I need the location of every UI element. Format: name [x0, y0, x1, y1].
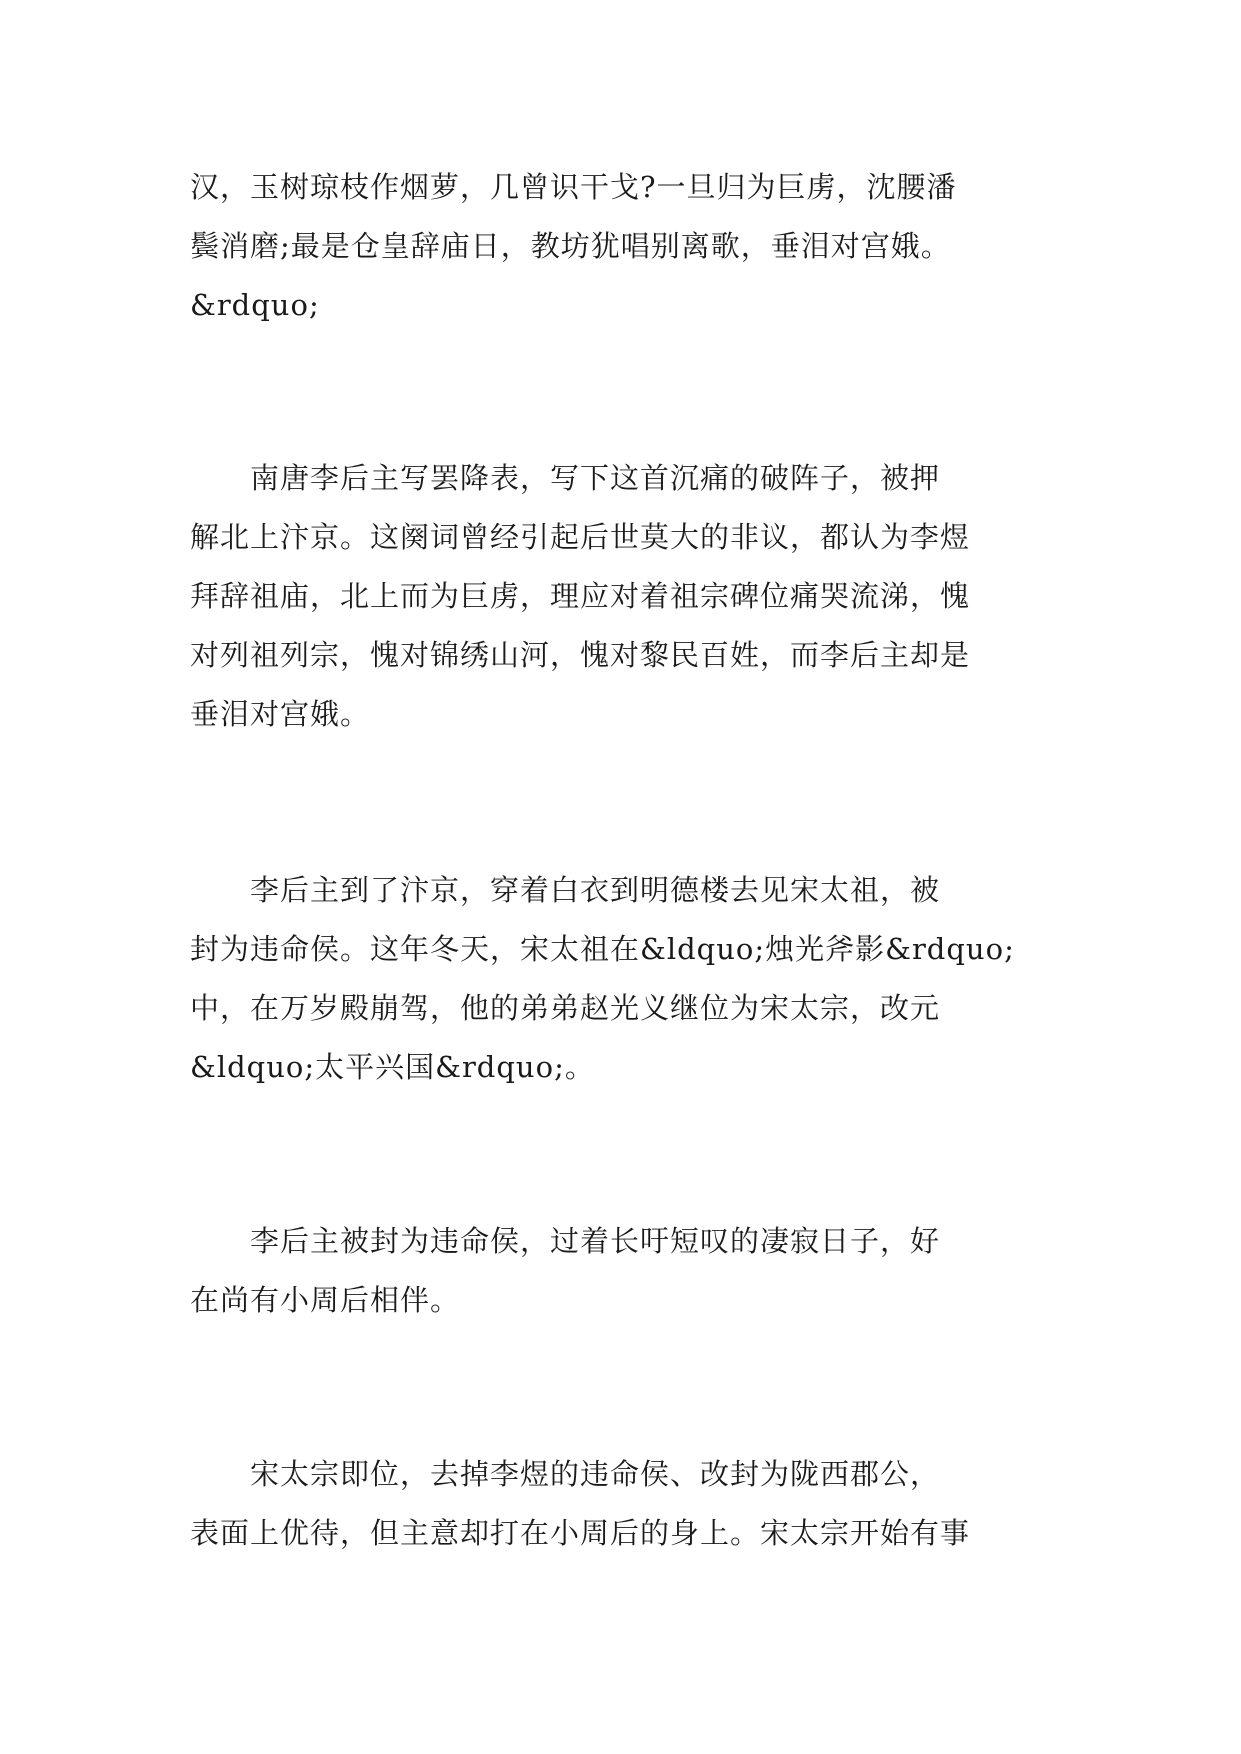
- text-line: 在尚有小周后相伴。: [190, 1283, 461, 1317]
- text-line: 解北上汴京。这阕词曾经引起后世莫大的非议，都认为李煜: [190, 520, 971, 554]
- paragraph-3: [190, 861, 1060, 1097]
- text-line: 中，在万岁殿崩驾，他的弟弟赵光义继位为宋太宗，改元: [190, 991, 941, 1025]
- text-line: 拜辞祖庙，北上而为巨虏，理应对着祖宗碑位痛哭流涕，愧: [190, 579, 971, 613]
- paragraph-1: [190, 158, 1060, 335]
- text-line: 表面上优待，但主意却打在小周后的身上。宋太宗开始有事: [190, 1516, 971, 1550]
- text-line: 汉，玉树琼枝作烟萝，几曾识干戈?一旦归为巨虏，沈腰潘: [190, 170, 957, 204]
- text-line: 鬓消磨;最是仓皇辞庙日，教坊犹唱别离歌，垂泪对宫娥。: [190, 229, 951, 263]
- text-line: 宋太宗即位，去掉李煜的违命侯、改封为陇西郡公，: [190, 1457, 941, 1491]
- paragraph-4: [190, 1212, 1060, 1330]
- text-line: &rdquo;: [190, 288, 320, 322]
- text-line: &ldquo;太平兴国&rdquo;。: [190, 1050, 595, 1084]
- text-line: 垂泪对宫娥。: [190, 697, 371, 731]
- text-line: 李后主被封为违命侯，过着长吁短叹的凄寂日子，好: [190, 1224, 941, 1258]
- text-line: 李后主到了汴京，穿着白衣到明德楼去见宋太祖，被: [190, 873, 941, 907]
- text-line: 封为违命侯。这年冬天，宋太祖在&ldquo;烛光斧影&rdquo;: [190, 932, 1015, 966]
- text-line: 对列祖列宗，愧对锦绣山河，愧对黎民百姓，而李后主却是: [190, 638, 971, 672]
- paragraph-2: [190, 449, 1060, 744]
- paragraph-5: [190, 1445, 1060, 1563]
- text-line: 南唐李后主写罢降表，写下这首沉痛的破阵子，被押: [190, 461, 941, 495]
